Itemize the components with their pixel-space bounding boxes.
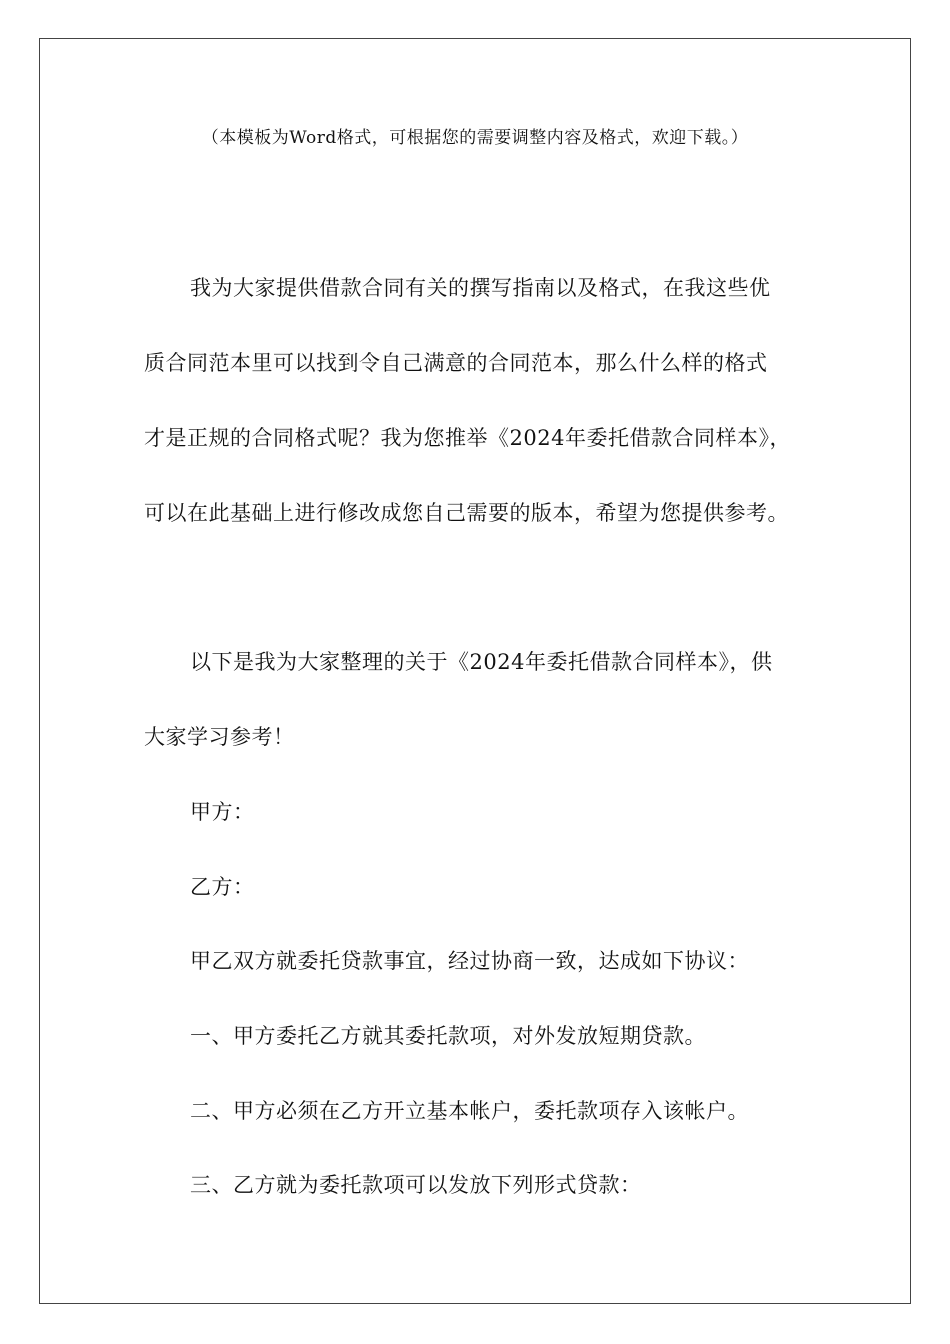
- intro-paragraph-line-3: 才是正规的合同格式呢？我为您推举《2024年委托借款合同样本》，: [144, 426, 791, 450]
- agreement-intro: 甲乙双方就委托贷款事宜，经过协商一致，达成如下协议：: [190, 949, 749, 973]
- clause-3: 三、乙方就为委托款项可以发放下列形式贷款：: [190, 1173, 642, 1197]
- lead-paragraph-line-2: 大家学习参考！: [144, 725, 295, 749]
- intro-paragraph-line-1: 我为大家提供借款合同有关的撰写指南以及格式，在我这些优: [190, 276, 771, 300]
- intro-paragraph-line-4: 可以在此基础上进行修改成您自己需要的版本，希望为您提供参考。: [144, 501, 789, 525]
- clause-2: 二、甲方必须在乙方开立基本帐户，委托款项存入该帐户。: [190, 1099, 749, 1123]
- party-a-label: 甲方：: [190, 800, 255, 824]
- clause-1: 一、甲方委托乙方就其委托款项，对外发放短期贷款。: [190, 1024, 706, 1048]
- party-b-label: 乙方：: [190, 875, 255, 899]
- template-notice: （本模板为Word格式，可根据您的需要调整内容及格式，欢迎下载。）: [201, 128, 749, 148]
- intro-paragraph-line-2: 质合同范本里可以找到令自己满意的合同范本，那么什么样的格式: [144, 351, 768, 375]
- lead-paragraph-line-1: 以下是我为大家整理的关于《2024年委托借款合同样本》，供: [190, 650, 773, 674]
